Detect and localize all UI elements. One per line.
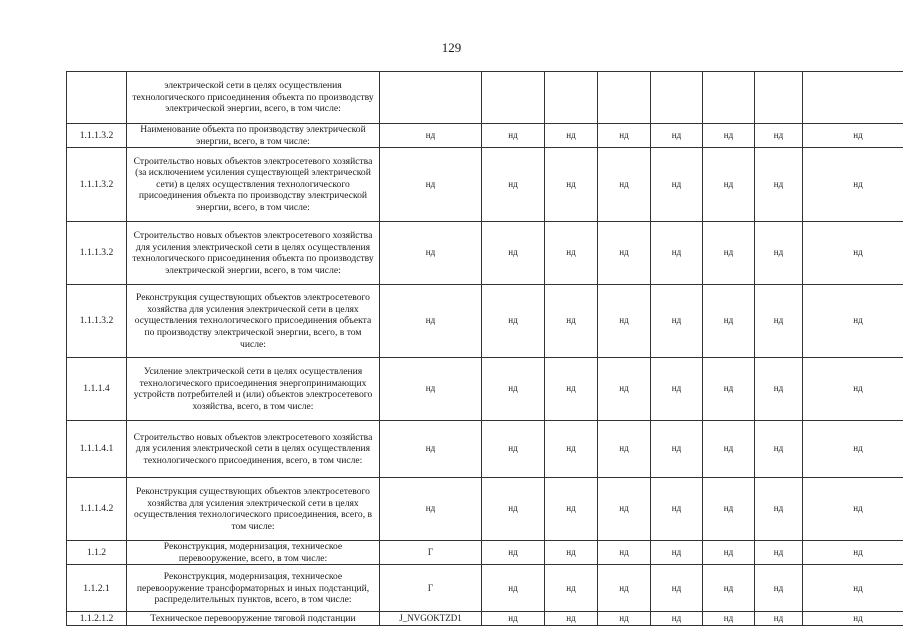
row-value: нд <box>703 285 755 358</box>
row-number: 1.1.2.1 <box>67 565 127 612</box>
row-value: нд <box>545 565 598 612</box>
row-value: нд <box>651 612 703 626</box>
row-value: нд <box>803 222 903 285</box>
row-value: нд <box>703 478 755 541</box>
row-code <box>380 72 482 124</box>
row-value: нд <box>482 124 545 148</box>
row-value: нд <box>651 358 703 421</box>
row-value: нд <box>755 478 803 541</box>
row-value: нд <box>755 358 803 421</box>
row-value: нд <box>755 541 803 565</box>
row-description: электрической сети в целях осуществления технологического присоединения объекта по производству электрической энергии, всего, в том числе: <box>127 72 380 124</box>
row-value: нд <box>755 565 803 612</box>
row-value: нд <box>545 358 598 421</box>
row-value: нд <box>755 124 803 148</box>
row-value: нд <box>545 541 598 565</box>
row-value: нд <box>651 541 703 565</box>
row-value: нд <box>703 222 755 285</box>
row-value: нд <box>803 541 903 565</box>
row-value: нд <box>482 285 545 358</box>
row-value: нд <box>703 124 755 148</box>
row-code: нд <box>380 478 482 541</box>
row-description: Реконструкция, модернизация, техническое перевооружение, всего, в том числе: <box>127 541 380 565</box>
row-code: J_NVGOKTZD1 <box>380 612 482 626</box>
row-value: нд <box>482 565 545 612</box>
row-number: 1.1.1.3.2 <box>67 285 127 358</box>
row-value: нд <box>598 612 651 626</box>
table-row <box>67 358 903 421</box>
row-value: нд <box>651 478 703 541</box>
row-code: Г <box>380 565 482 612</box>
row-value: нд <box>803 478 903 541</box>
row-value: нд <box>545 222 598 285</box>
row-description: Наименование объекта по производству электрической энергии, всего, в том числе: <box>127 124 380 148</box>
row-value: нд <box>545 478 598 541</box>
row-value: нд <box>651 285 703 358</box>
row-value: нд <box>598 565 651 612</box>
table-row <box>67 222 903 285</box>
row-value: нд <box>598 358 651 421</box>
row-value: нд <box>545 421 598 478</box>
row-value: нд <box>482 478 545 541</box>
row-value <box>545 72 598 124</box>
row-value <box>703 72 755 124</box>
row-description: Строительство новых объектов электросетевого хозяйства (за исключением усиления существующей электрической сети) в целях осуществления технологического присоединения объекта по производству электрической энергии, всего, в том числе: <box>127 148 380 222</box>
table-row <box>67 148 903 222</box>
row-value: нд <box>703 541 755 565</box>
row-value: нд <box>803 148 903 222</box>
row-description: Реконструкция, модернизация, техническое перевооружение трансформаторных и иных подстанций, распределительных пунктов, всего, в том числе: <box>127 565 380 612</box>
row-value: нд <box>755 222 803 285</box>
row-value: нд <box>703 148 755 222</box>
row-value: нд <box>651 148 703 222</box>
page-number: 129 <box>441 40 462 55</box>
table-row <box>67 612 903 626</box>
row-value: нд <box>803 285 903 358</box>
row-number: 1.1.1.4.2 <box>67 478 127 541</box>
row-value: нд <box>482 541 545 565</box>
row-value: нд <box>545 285 598 358</box>
table-row <box>67 421 903 478</box>
row-value: нд <box>803 358 903 421</box>
table-row <box>67 565 903 612</box>
row-value: нд <box>482 148 545 222</box>
row-value: нд <box>598 124 651 148</box>
row-value: нд <box>545 124 598 148</box>
row-value: нд <box>651 565 703 612</box>
row-code: нд <box>380 285 482 358</box>
row-value: нд <box>755 612 803 626</box>
row-value: нд <box>598 541 651 565</box>
row-code: нд <box>380 222 482 285</box>
row-value: нд <box>482 358 545 421</box>
table-row <box>67 72 903 124</box>
row-value: нд <box>755 421 803 478</box>
row-value: нд <box>482 222 545 285</box>
row-value: нд <box>651 421 703 478</box>
row-value: нд <box>598 148 651 222</box>
row-description: Реконструкция существующих объектов электросетевого хозяйства для усиления электрической сети в целях осуществления технологического присоединения, всего, в том числе: <box>127 478 380 541</box>
table-row <box>67 285 903 358</box>
row-code: Г <box>380 541 482 565</box>
table-row <box>67 124 903 148</box>
row-value: нд <box>755 148 803 222</box>
row-number: 1.1.1.3.2 <box>67 148 127 222</box>
row-value: нд <box>703 358 755 421</box>
row-code: нд <box>380 124 482 148</box>
row-description: Реконструкция существующих объектов электросетевого хозяйства для усиления электрической сети в целях осуществления технологического присоединения объекта по производству электрической энергии, всего, в том числе: <box>127 285 380 358</box>
row-value: нд <box>482 421 545 478</box>
row-value: нд <box>598 421 651 478</box>
row-description: Усиление электрической сети в целях осуществления технологического присоединения энергопринимающих устройств потребителей и (или) объектов электросетевого хозяйства, всего, в том числе: <box>127 358 380 421</box>
row-value: нд <box>703 421 755 478</box>
table-row <box>67 478 903 541</box>
row-number <box>67 72 127 124</box>
row-description: Техническое перевооружение тяговой подстанции <box>127 612 380 626</box>
row-value <box>482 72 545 124</box>
row-value: нд <box>803 421 903 478</box>
row-value <box>803 72 903 124</box>
row-value: нд <box>598 222 651 285</box>
row-value <box>651 72 703 124</box>
row-number: 1.1.1.4.1 <box>67 421 127 478</box>
row-number: 1.1.1.4 <box>67 358 127 421</box>
row-value: нд <box>545 148 598 222</box>
row-value: нд <box>803 124 903 148</box>
row-value: нд <box>803 565 903 612</box>
row-code: нд <box>380 421 482 478</box>
row-value <box>598 72 651 124</box>
row-number: 1.1.1.3.2 <box>67 124 127 148</box>
row-code: нд <box>380 148 482 222</box>
table-row <box>67 541 903 565</box>
row-number: 1.1.2 <box>67 541 127 565</box>
row-value: нд <box>651 124 703 148</box>
row-value: нд <box>703 612 755 626</box>
row-value <box>755 72 803 124</box>
row-description: Строительство новых объектов электросетевого хозяйства для усиления электрической сети в целях осуществления технологического присоединения, всего, в том числе: <box>127 421 380 478</box>
row-value: нд <box>651 222 703 285</box>
row-number: 1.1.2.1.2 <box>67 612 127 626</box>
row-number: 1.1.1.3.2 <box>67 222 127 285</box>
row-value: нд <box>598 285 651 358</box>
row-value: нд <box>803 612 903 626</box>
row-value: нд <box>755 285 803 358</box>
row-value: нд <box>482 612 545 626</box>
row-value: нд <box>598 478 651 541</box>
row-value: нд <box>703 565 755 612</box>
row-description: Строительство новых объектов электросетевого хозяйства для усиления электрической сети в целях осуществления технологического присоединения объекта по производству электрической энергии, всего, в том числе: <box>127 222 380 285</box>
row-value: нд <box>545 612 598 626</box>
data-table <box>66 71 903 626</box>
row-code: нд <box>380 358 482 421</box>
